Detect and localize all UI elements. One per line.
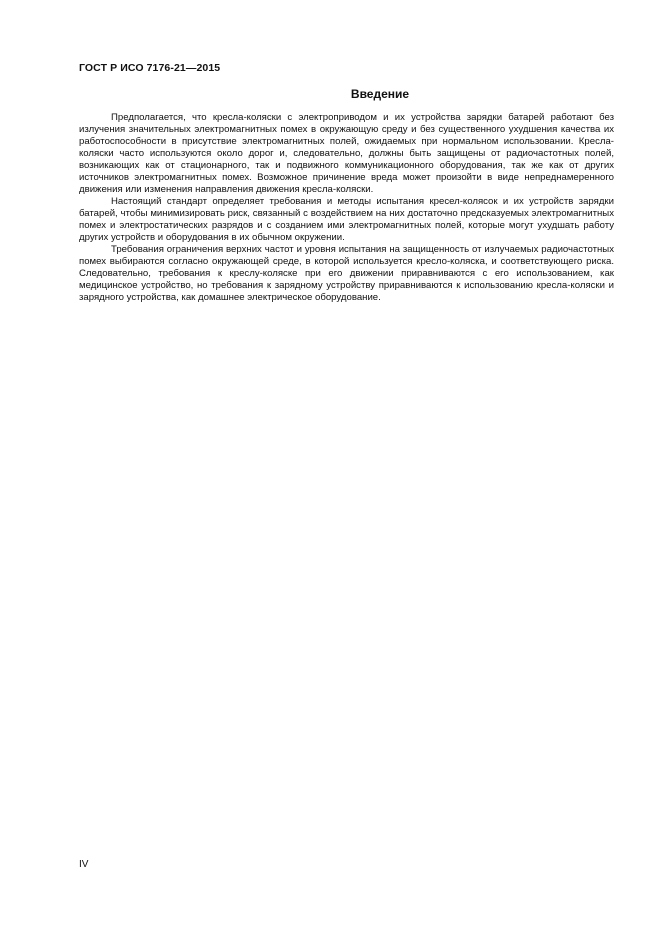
paragraph-3: Требования ограничения верхних частот и уровня испытания на защищенность от излучаемых радиочастотных помех выбираются согласно окружающей среде, в которой используется кресло-коляска, и соответствующего риска. Следовательно, требования к креслу-коляске при его движении приравниваются с его использованием, как медицинское устройство, но требования к зарядному устройству приравниваются к использованию кресла-коляски и зарядного устройства, как домашнее электрическое оборудование.: [79, 244, 614, 303]
page-number: IV: [79, 859, 89, 870]
section-title-text: Введение: [350, 87, 410, 101]
paragraph-1: Предполагается, что кресла-коляски с электроприводом и их устройства зарядки батарей работают без излучения значительных электромагнитных помех в окружающую среду и без существенного ухудшения качества их работоспособности в присутствие электромагнитных полей, ожидаемых при нормальном использовании. Кресла-коляски часто используются около дорог и, следовательно, должны быть защищены от радиочастотных полей, возникающих как от стационарного, так и подвижного коммуникационного оборудования, так же как от других источников электромагнитных помех. Возможное причинение вреда может произойти в виде непреднамеренного движения или изменения направления движения кресла-коляски.: [79, 112, 614, 195]
section-title: [79, 87, 614, 101]
paragraph-2: Настоящий стандарт определяет требования и методы испытания кресел-колясок и их устройств зарядки батарей, чтобы минимизировать риск, связанный с воздействием на них достаточно предсказуемых электромагнитных помех и электростатических разрядов и с созданием ими электромагнитных полей, которые могут ухудшать работу других устройств и оборудования в их обычном окружении.: [79, 196, 614, 243]
document-header-code: ГОСТ Р ИСО 7176-21—2015: [79, 62, 221, 74]
body-text: [79, 112, 614, 304]
